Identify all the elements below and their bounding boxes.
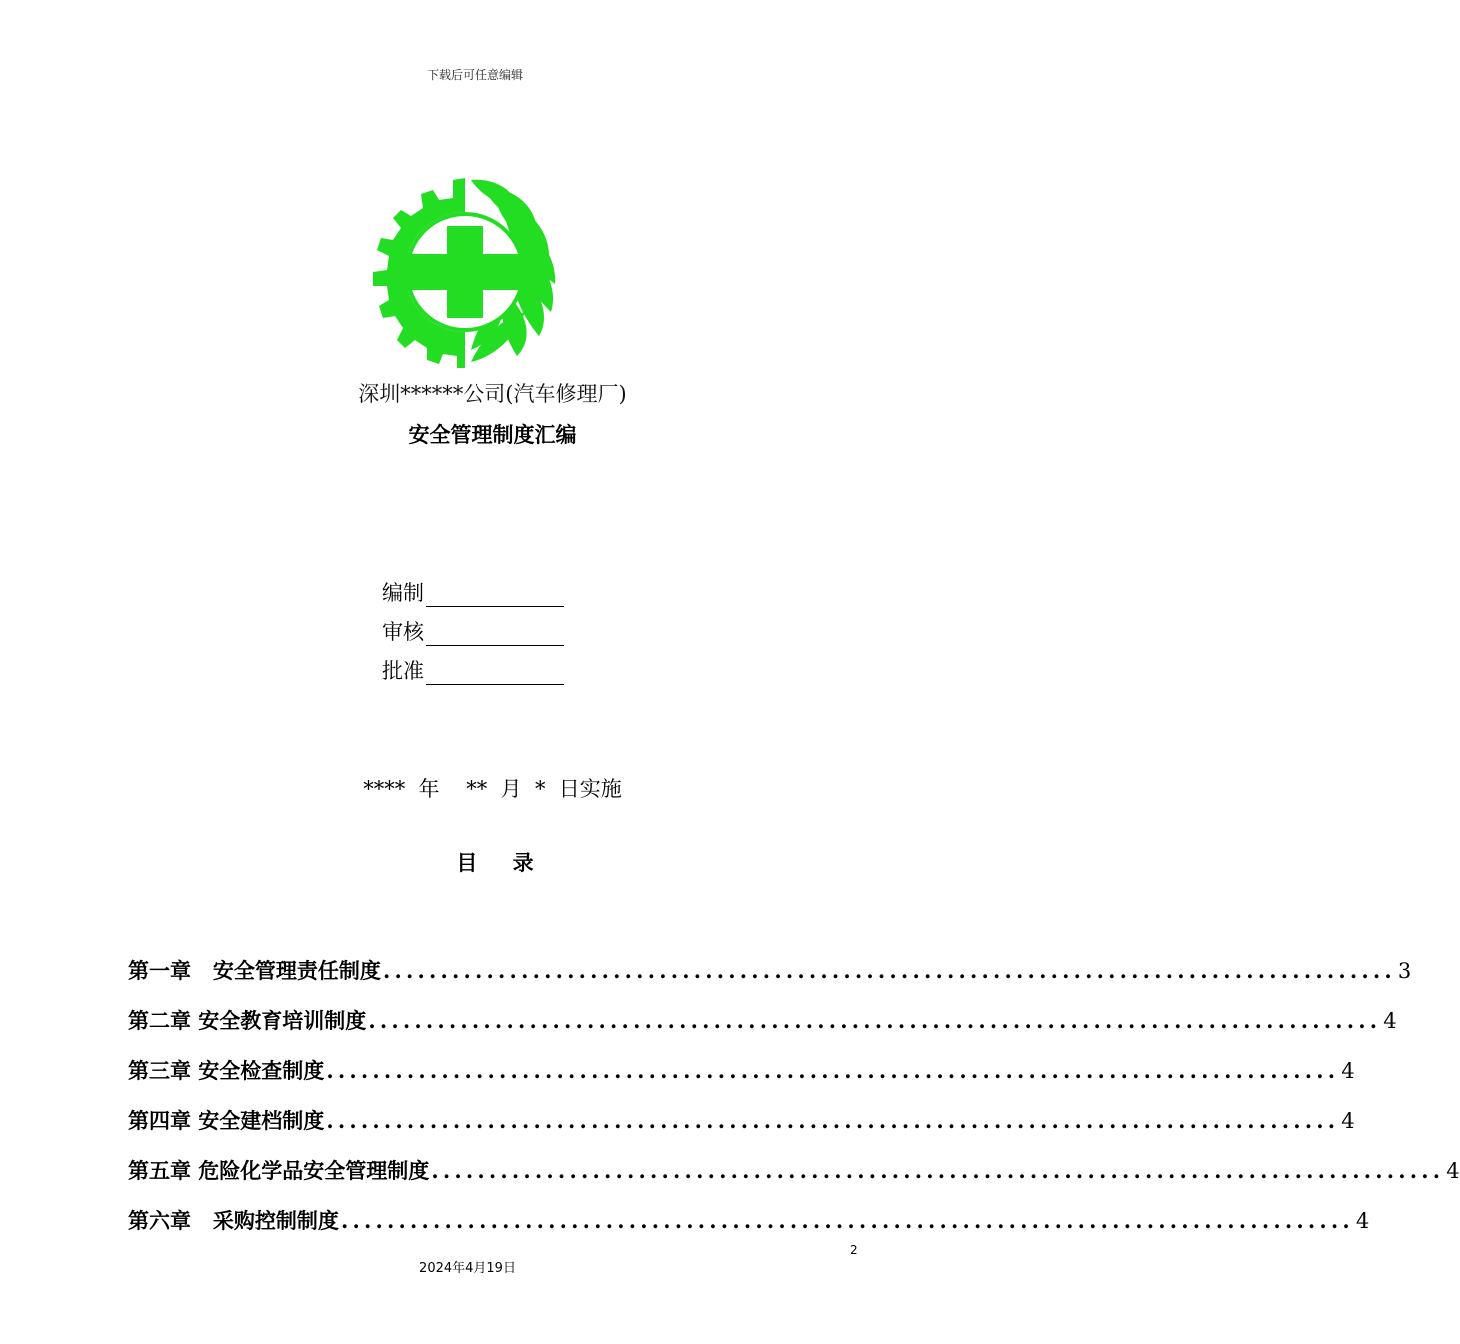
toc-heading-char: 录 xyxy=(512,850,534,875)
toc-entry[interactable] xyxy=(128,1205,1370,1255)
toc-leader: ........................................................................................ xyxy=(340,1208,1354,1233)
toc-page: 4 xyxy=(1383,1009,1397,1033)
signature-line xyxy=(426,584,564,607)
toc-title: 安全检查制度 xyxy=(191,1058,325,1083)
toc-leader: ........................................................................................ xyxy=(326,1108,1340,1133)
signature-label: 审核 xyxy=(382,620,424,644)
safety-logo-icon xyxy=(365,176,565,370)
toc-leader: ........................................................................................ xyxy=(326,1058,1340,1083)
page-number: 2 xyxy=(850,1243,858,1257)
company-name: 深圳******公司(汽车修理厂) xyxy=(358,382,627,406)
toc-title: 安全建档制度 xyxy=(191,1108,325,1133)
toc-page: 4 xyxy=(1341,1059,1355,1083)
toc-page: 3 xyxy=(1397,959,1412,983)
toc-leader: ........................................................................................ xyxy=(368,1008,1382,1033)
footer-date: 2024年4月19日 xyxy=(419,1261,516,1276)
toc-heading-char: 目 xyxy=(456,850,478,875)
toc-entry[interactable] xyxy=(128,1155,1460,1205)
toc-entry[interactable] xyxy=(128,1105,1355,1155)
toc-title: 安全管理责任制度 xyxy=(191,958,381,983)
toc-leader: ........................................................................................ xyxy=(382,958,1396,983)
toc-chapter: 第四章 xyxy=(128,1108,191,1133)
toc-heading xyxy=(0,847,990,877)
table-of-contents xyxy=(128,955,1460,1255)
toc-leader: ........................................................................................ xyxy=(431,1158,1445,1183)
effective-date: **** 年 ** 月 * 日实施 xyxy=(363,777,622,801)
header-note: 下载后可任意编辑 xyxy=(426,68,523,82)
toc-page: 4 xyxy=(1446,1159,1460,1183)
signature-block xyxy=(382,568,564,685)
signature-row-approve xyxy=(382,646,564,685)
toc-chapter: 第二章 xyxy=(128,1008,191,1033)
toc-title: 安全教育培训制度 xyxy=(191,1008,367,1033)
document-title: 安全管理制度汇编 xyxy=(408,422,577,447)
toc-chapter: 第五章 xyxy=(128,1158,191,1183)
toc-entry[interactable] xyxy=(128,1055,1355,1105)
signature-row-review xyxy=(382,607,564,646)
toc-chapter: 第六章 xyxy=(128,1208,191,1233)
signature-row-compile xyxy=(382,568,564,607)
toc-chapter: 第一章 xyxy=(128,958,191,983)
toc-title: 危险化学品安全管理制度 xyxy=(191,1158,430,1183)
toc-page: 4 xyxy=(1355,1209,1370,1233)
toc-chapter: 第三章 xyxy=(128,1058,191,1083)
signature-label: 编制 xyxy=(382,581,424,605)
toc-entry[interactable] xyxy=(128,955,1412,1005)
signature-line xyxy=(426,662,564,685)
signature-label: 批准 xyxy=(382,659,424,683)
toc-title: 采购控制制度 xyxy=(191,1208,339,1233)
signature-line xyxy=(426,623,564,646)
toc-page: 4 xyxy=(1341,1109,1355,1133)
toc-entry[interactable] xyxy=(128,1005,1397,1055)
